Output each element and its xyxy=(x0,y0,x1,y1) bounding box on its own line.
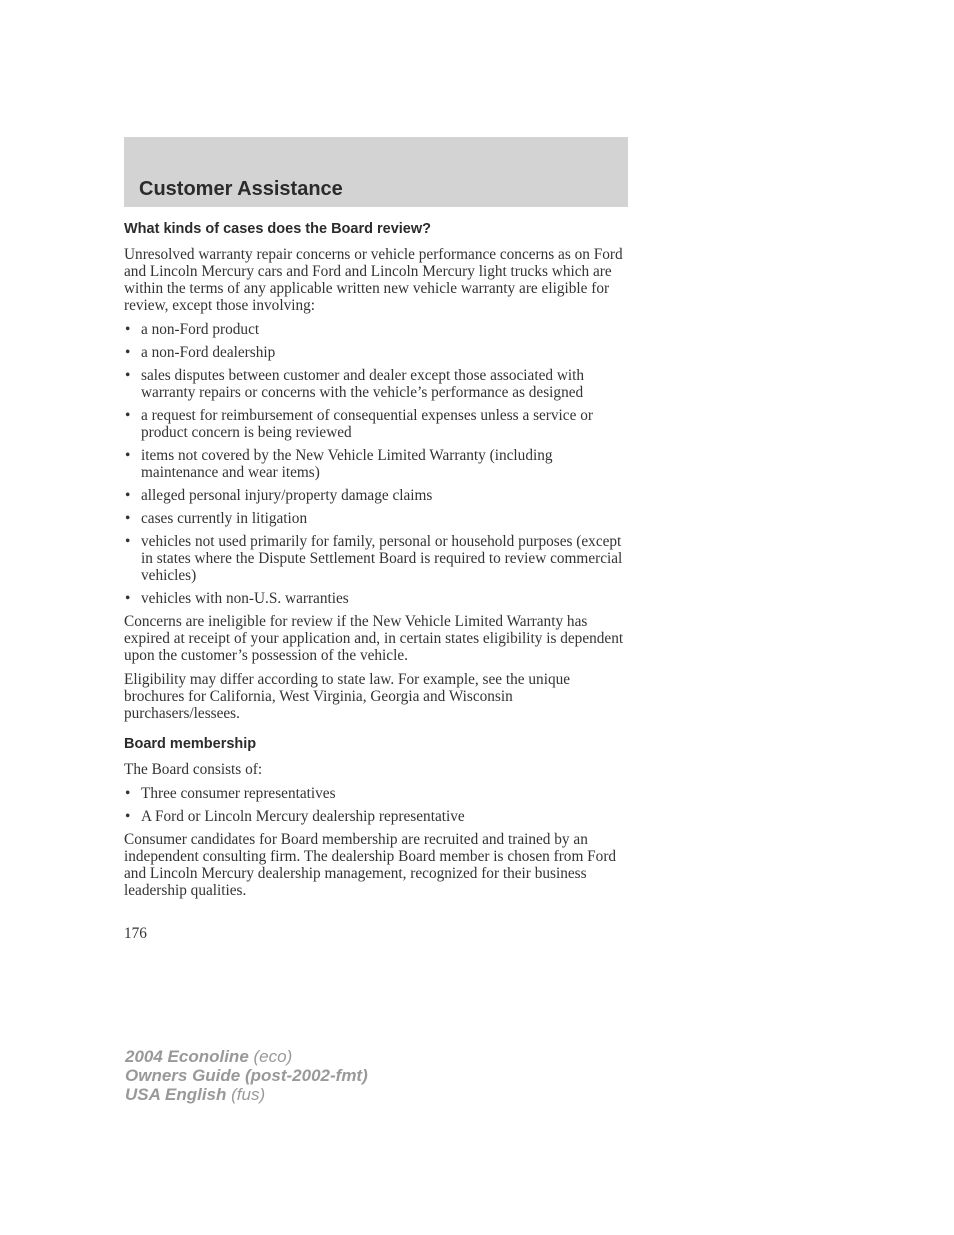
list-item: • A Ford or Lincoln Mercury dealership representative xyxy=(124,808,630,825)
list-item: • Three consumer representatives xyxy=(124,785,630,802)
list-item: • cases currently in litigation xyxy=(124,510,630,527)
section-title: Customer Assistance xyxy=(139,178,343,200)
document-footer xyxy=(125,1047,368,1104)
footer-line-language xyxy=(125,1085,368,1104)
page-number: 176 xyxy=(124,925,147,942)
footer-line-model xyxy=(125,1047,368,1066)
footer-language-code: (fus) xyxy=(226,1085,266,1104)
paragraph-consumer-candidates: Consumer candidates for Board membership are recruited and trained by an independent consulting firm. The dealership Board member is chosen from Ford and Lincoln Mercury dealership management, recognized for their business leadership qualities. xyxy=(124,831,617,899)
footer-language-name: USA English xyxy=(125,1085,227,1104)
list-item: • sales disputes between customer and dealer except those associated with warranty repairs or concerns with the vehicle’s performance as designed xyxy=(124,367,630,401)
list-item: • a non-Ford dealership xyxy=(124,344,630,361)
paragraph-eligibility: Eligibility may differ according to state law. For example, see the unique brochures for California, West Virginia, Georgia and Wisconsin purchasers/lessees. xyxy=(124,671,571,722)
exclusions-list xyxy=(124,321,630,607)
page-content xyxy=(124,219,630,906)
heading-board-membership: Board membership xyxy=(124,736,257,752)
footer-model-name: 2004 Econoline xyxy=(125,1047,249,1066)
paragraph-ineligible: Concerns are ineligible for review if the New Vehicle Limited Warranty has expired at receipt of your application and, in certain states eligibility is dependent upon the customer’s possession of the vehicle. xyxy=(124,613,624,664)
board-members-list xyxy=(124,785,630,825)
list-item: • a request for reimbursement of consequential expenses unless a service or product concern is being reviewed xyxy=(124,407,630,441)
paragraph-board-consists: The Board consists of: xyxy=(124,761,263,778)
list-item: • a non-Ford product xyxy=(124,321,630,338)
paragraph-eligible-cases: Unresolved warranty repair concerns or vehicle performance concerns as on Ford and Lincoln Mercury cars and Ford and Lincoln Mercury light trucks which are within the terms of any applicable written new vehicle warranty are eligible for review, except those involving: xyxy=(124,246,623,314)
heading-board-review: What kinds of cases does the Board review? xyxy=(124,221,431,237)
list-item: • alleged personal injury/property damage claims xyxy=(124,487,630,504)
list-item: • vehicles not used primarily for family, personal or household purposes (except in states where the Dispute Settlement Board is required to review commercial vehicles) xyxy=(124,533,630,584)
section-header-band xyxy=(124,137,628,207)
footer-guide-name: Owners Guide (post-2002-fmt) xyxy=(125,1066,368,1085)
footer-model-code: (eco) xyxy=(248,1047,293,1066)
list-item: • vehicles with non-U.S. warranties xyxy=(124,590,630,607)
footer-line-guide xyxy=(125,1066,368,1085)
list-item: • items not covered by the New Vehicle Limited Warranty (including maintenance and wear items) xyxy=(124,447,630,481)
